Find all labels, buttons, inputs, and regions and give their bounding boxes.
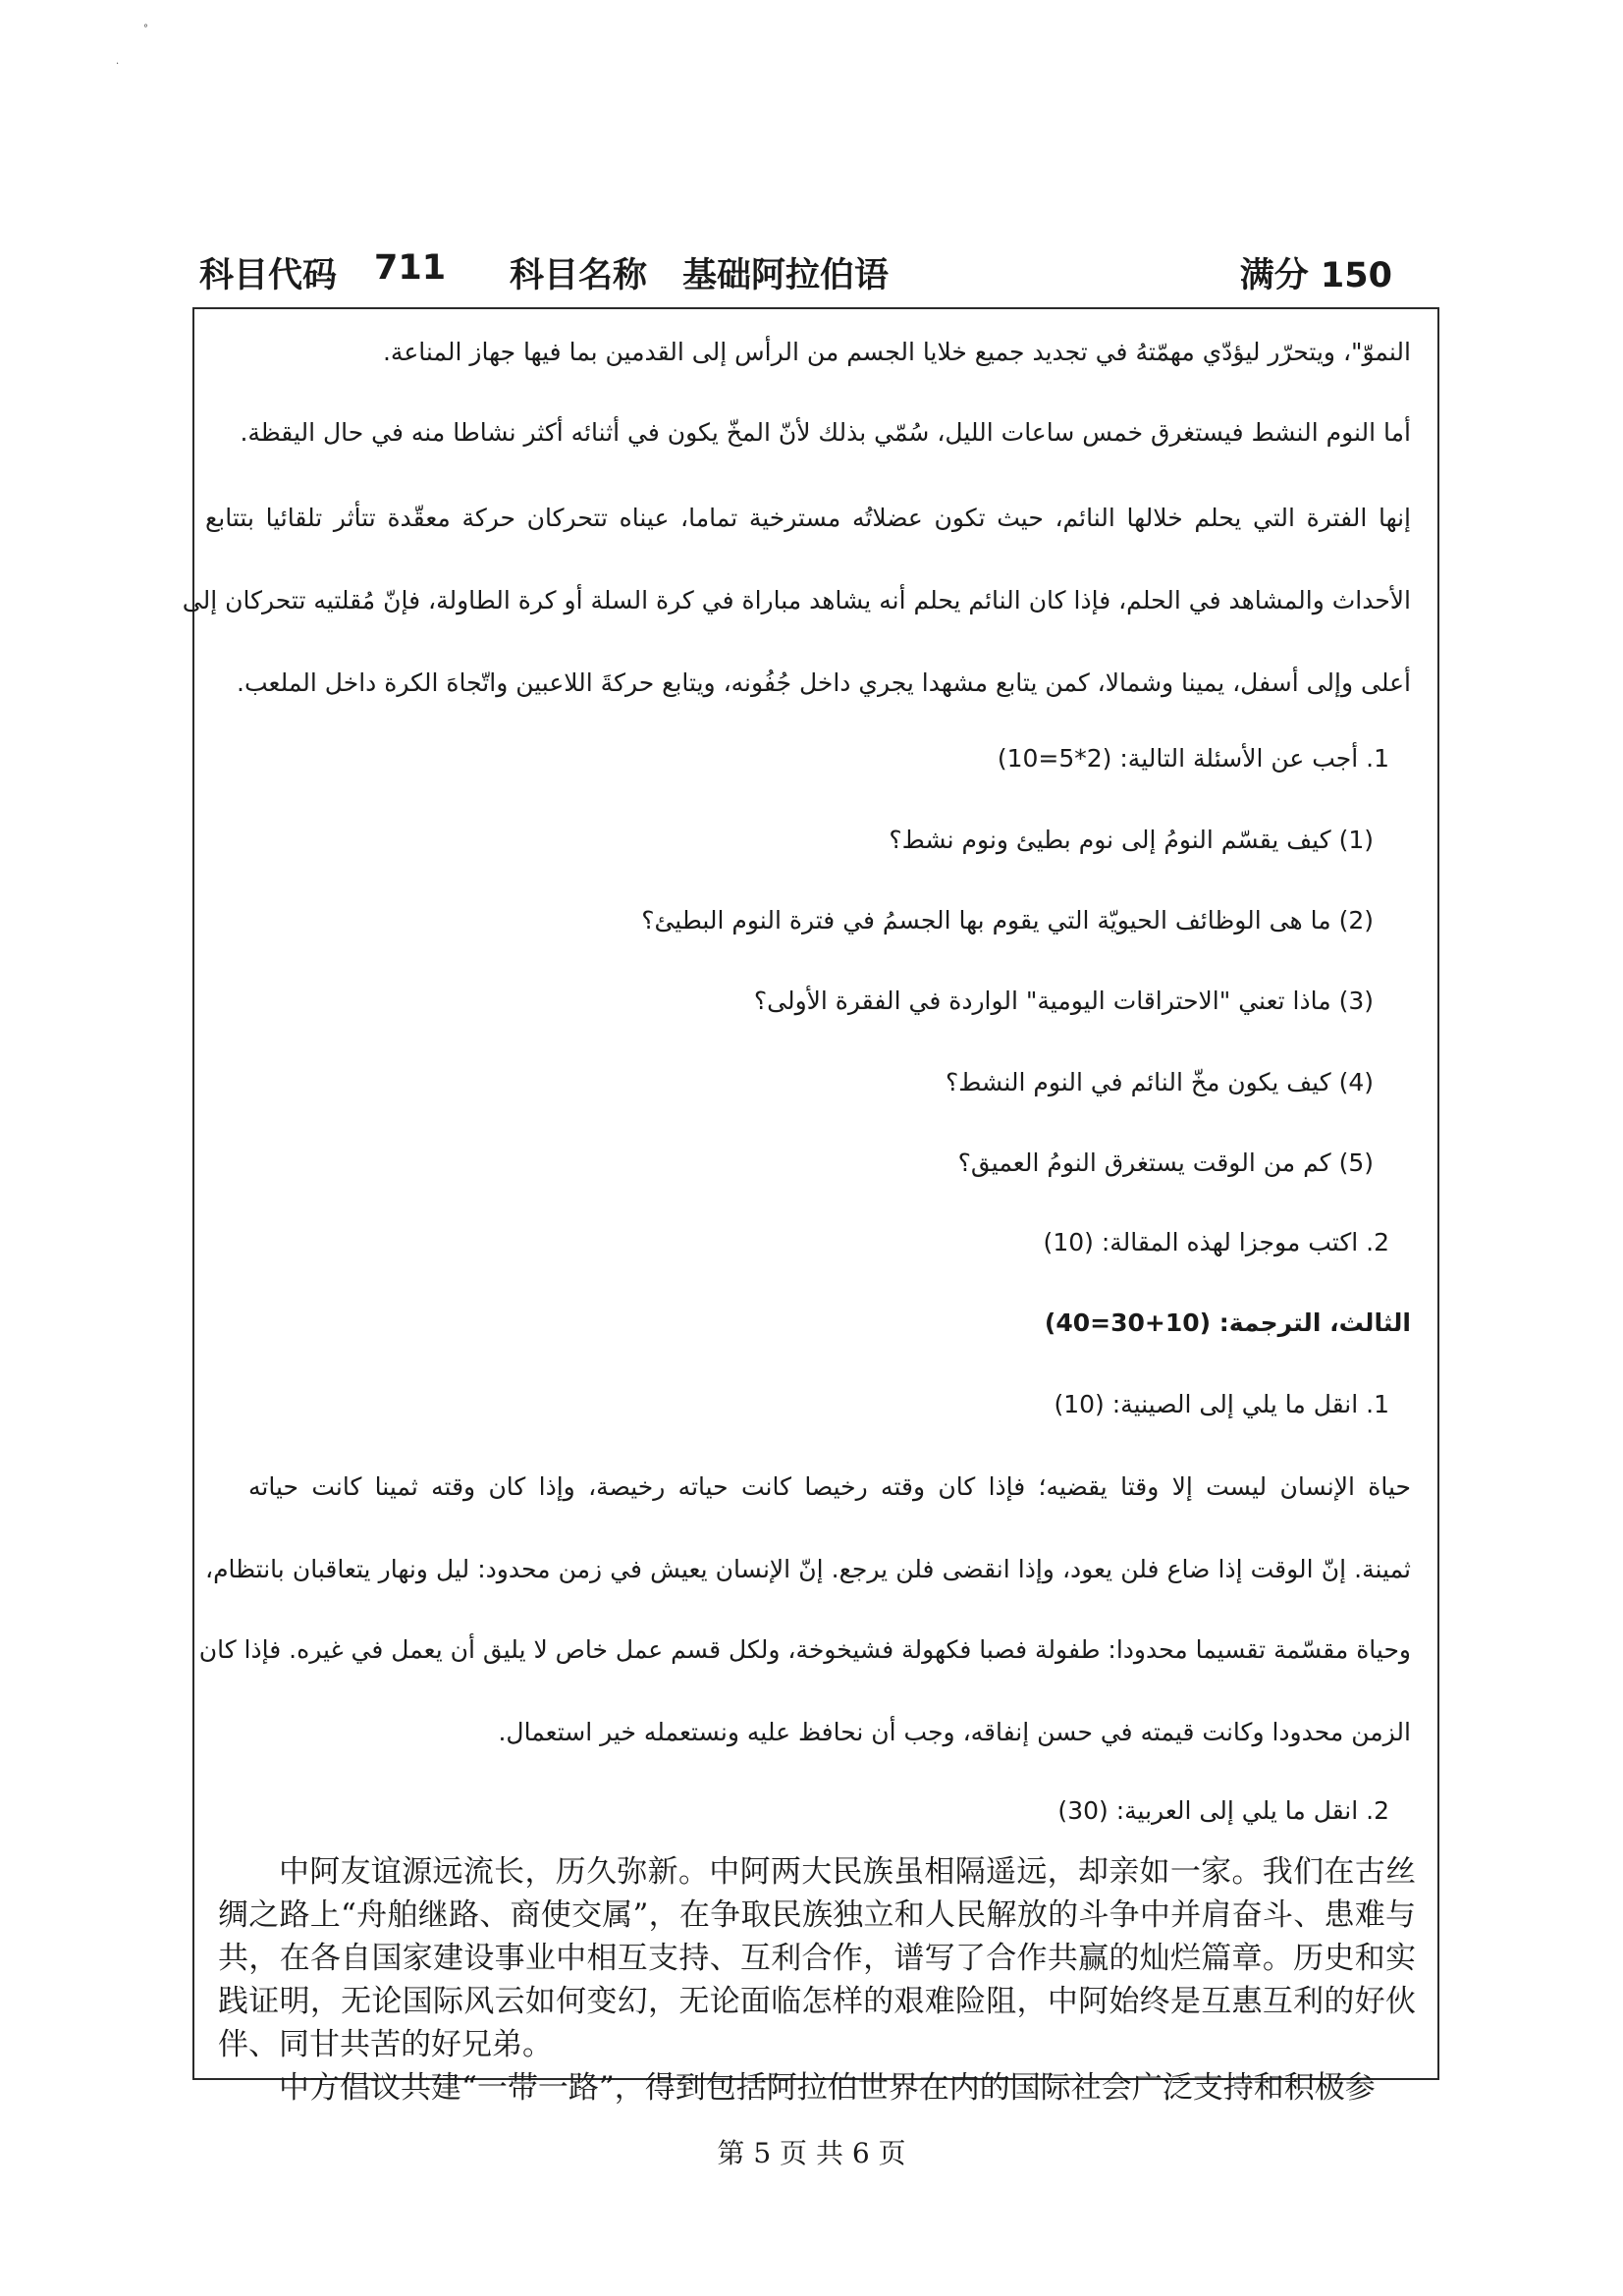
subject-name-label: 科目名称 bbox=[510, 256, 648, 295]
translation-q1-label: 1. انقل ما يلي إلى الصينية: (10) bbox=[1054, 1390, 1389, 1418]
translation-q1-line: الزمن محدودا وكانت قيمته في حسن إنفاقه، وجب أن نحافظ عليه ونستعمله خير استعمال. bbox=[498, 1718, 1411, 1746]
chinese-source-text bbox=[218, 1850, 1416, 2109]
passage-line: أعلى وإلى أسفل، يمينا وشمالا، كمن يتابع مشهدا يجري داخل جُفُونه، ويتابع حركةَ اللاعبين واتّجاهَ الكرة داخل الملعب. bbox=[237, 668, 1411, 697]
subject-code: 711 bbox=[374, 248, 447, 288]
scan-speck: · bbox=[116, 59, 120, 70]
passage-line: الأحداث والمشاهد في الحلم، فإذا كان النائم يحلم أنه يشاهد مباراة في كرة السلة أو كرة الطاولة، فإنّ مُقلتيه تتحركان إلى bbox=[182, 586, 1411, 614]
passage-line: أما النوم النشط فيستغرق خمس ساعات الليل، سُمّي بذلك لأنّ المخّ يكون في أثنائه أكثر نشاطا منه في حال اليقظة. bbox=[240, 418, 1411, 447]
sub-question: (1) كيف يقسّم النومُ إلى نوم بطيئ ونوم نشط؟ bbox=[889, 826, 1374, 854]
question-1-label: 1. أجب عن الأسئلة التالية: (2*5=10) bbox=[997, 744, 1389, 773]
section-title-translation: الثالث، الترجمة: (10+30=40) bbox=[1044, 1308, 1411, 1337]
full-score: 满分 150 bbox=[1239, 256, 1392, 295]
passage-line: إنها الفترة التي يحلم خلالها النائم، حيث تكون عضلاتُه مسترخية تماما، عيناه تتحركان حركة معقّدة تتأثر تلقائيا بتتابع bbox=[205, 504, 1411, 532]
chinese-paragraph: 中阿友谊源远流长，历久弥新。中阿两大民族虽相隔遥远，却亲如一家。我们在古丝绸之路上“舟舶继路、商使交属”，在争取民族独立和人民解放的斗争中并肩奋斗、患难与共，在各自国家建设事业中相互支持、互利合作，谱写了合作共赢的灿烂篇章。历史和实践证明，无论国际风云如何变幻，无论面临怎样的艰难险阻，中阿始终是互惠互利的好伙伴、同甘共苦的好兄弟。 bbox=[218, 1854, 1416, 2062]
sub-question: (4) كيف يكون مخّ النائم في النوم النشط؟ bbox=[946, 1068, 1374, 1096]
passage-line: النموّ"، ويتحرّر ليؤدّي مهمّتهُ في تجديد جميع خلايا الجسم من الرأس إلى القدمين بما فيها جهاز المناعة. bbox=[382, 338, 1411, 366]
translation-q1-line: ثمينة. إنّ الوقت إذا ضاع فلن يعود، وإذا انقضى فلن يرجع. إنّ الإنسان يعيش في زمن محدود: ليل ونهار يتعاقبان بانتظام، bbox=[205, 1555, 1411, 1583]
translation-q2-label: 2. انقل ما يلي إلى العربية: (30) bbox=[1057, 1796, 1389, 1825]
scan-speck: ° bbox=[143, 24, 148, 34]
sub-question: (2) ما هى الوظائف الحيويّة التي يقوم بها الجسمُ في فترة النوم البطيئ؟ bbox=[641, 906, 1374, 934]
subject-code-label: 科目代码 bbox=[199, 256, 338, 295]
translation-q1-line: وحياة مقسّمة تقسيما محدودا: طفولة فصبا فكهولة فشيخوخة، ولكل قسم عمل خاص لا يليق أن يعمل في غيره. فإذا كان bbox=[198, 1635, 1411, 1664]
question-2-label: 2. اكتب موجزا لهذه المقالة: (10) bbox=[1043, 1228, 1389, 1256]
chinese-paragraph: 中方倡议共建“一带一路”，得到包括阿拉伯世界在内的国际社会广泛支持和积极参 bbox=[279, 2070, 1376, 2106]
subject-name: 基础阿拉伯语 bbox=[682, 256, 890, 295]
sub-question: (3) ماذا تعني "الاحتراقات اليومية" الواردة في الفقرة الأولى؟ bbox=[753, 987, 1374, 1015]
page-indicator: 第 5 页 共 6 页 bbox=[717, 2137, 906, 2169]
translation-q1-line: حياة الإنسان ليست إلا وقتا يقضيه؛ فإذا كان وقته رخيصا كانت حياته رخيصة، وإذا كان وقته ثمينا كانت حياته bbox=[248, 1472, 1411, 1501]
exam-header bbox=[199, 248, 1392, 299]
sub-question: (5) كم من الوقت يستغرق النومُ العميق؟ bbox=[957, 1148, 1374, 1177]
